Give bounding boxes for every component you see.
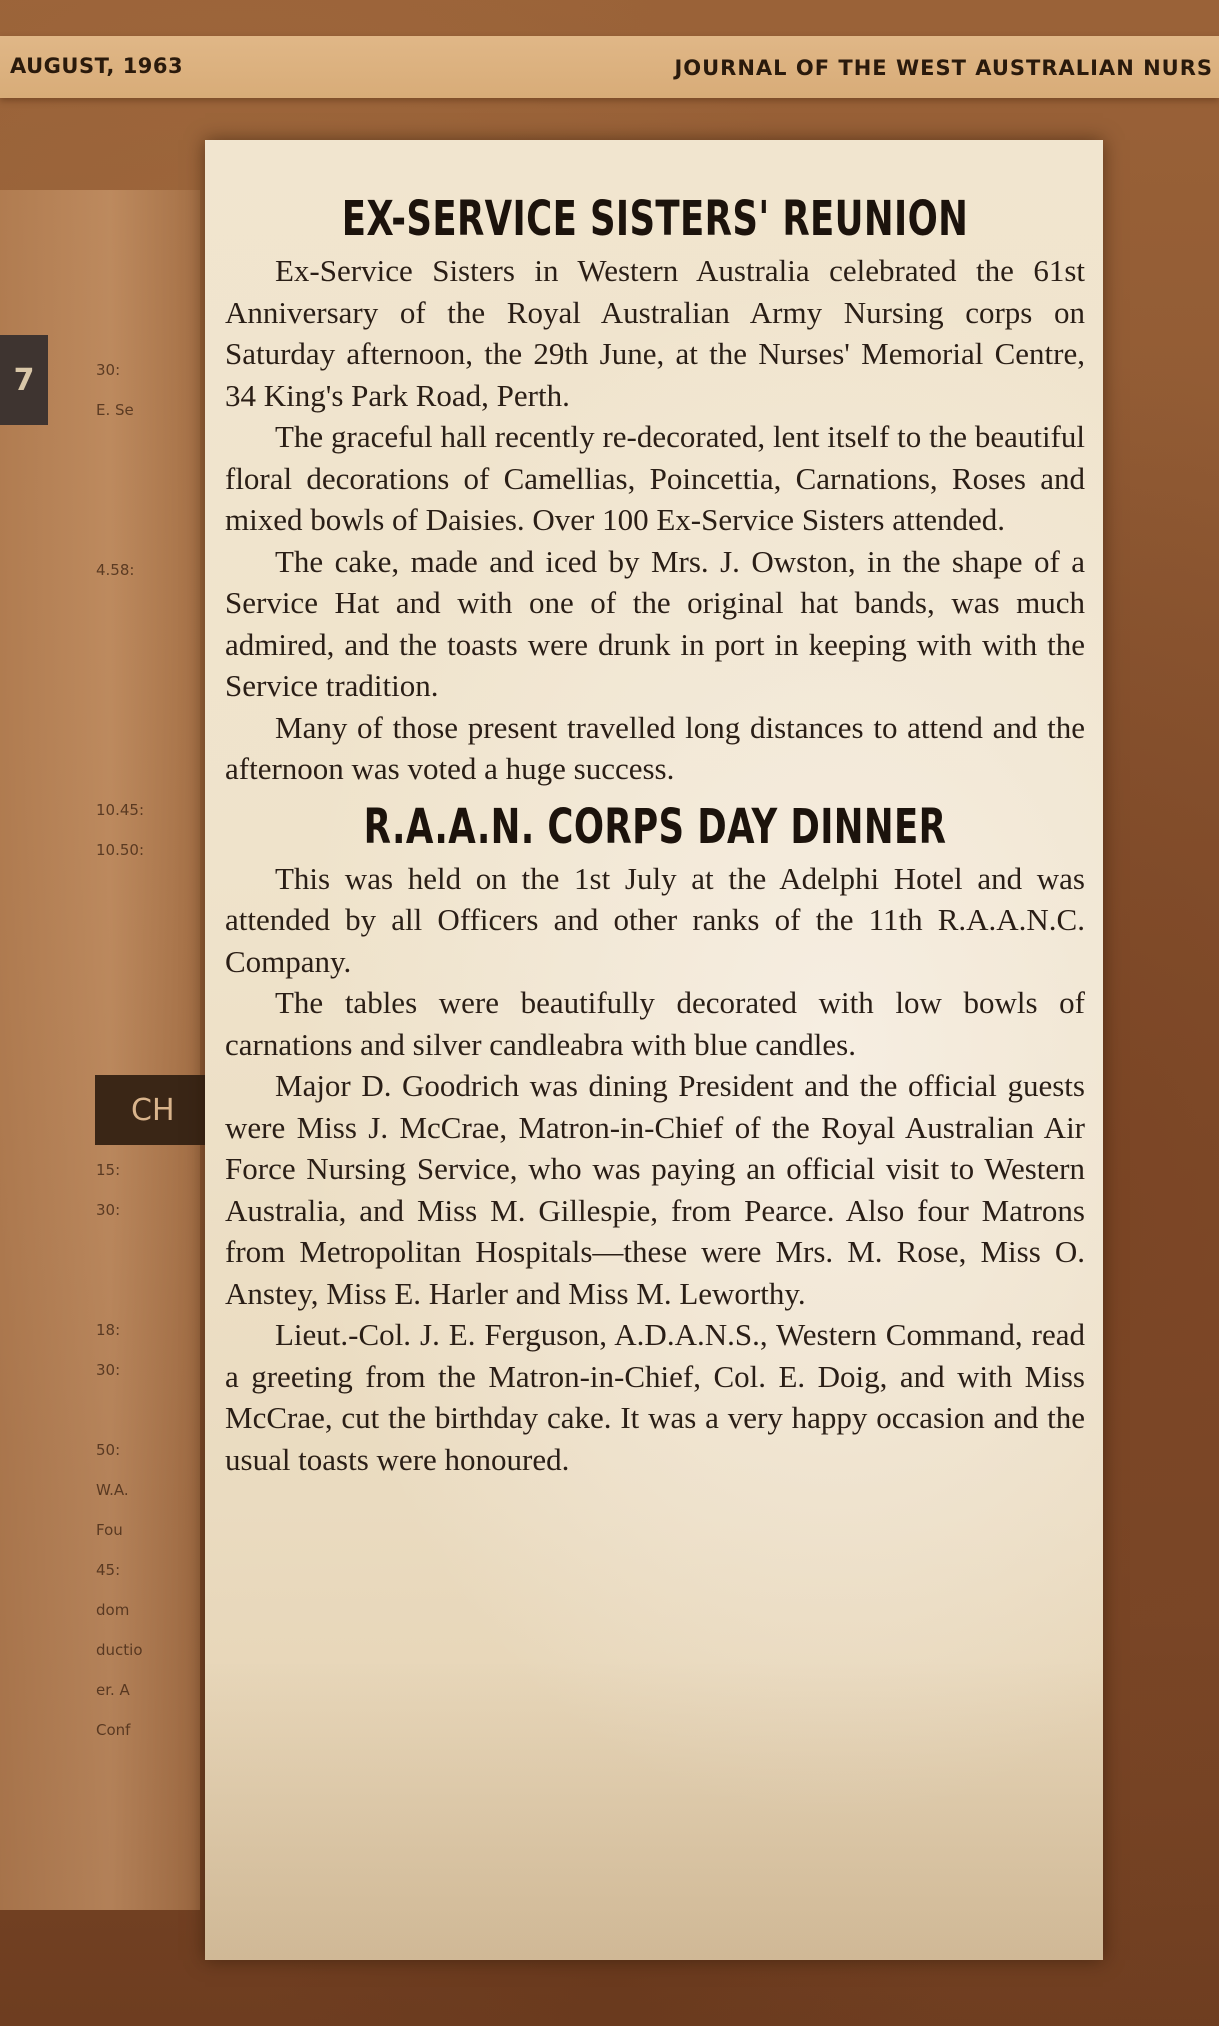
column-fragment: 4.58: [96,561,135,579]
article-headline: EX-SERVICE SISTERS' REUNION [341,191,969,247]
column-fragment: dom [96,1601,130,1619]
article-body [225,858,1085,1481]
column-fragment: Conf [96,1721,131,1739]
column-fragment [96,1030,206,1070]
column-fragment: 30: [96,1361,121,1379]
column-fragment [96,670,206,710]
column-fragment [96,430,206,470]
page-number-badge: 7 [0,335,48,425]
column-fragment [96,630,206,670]
column-fragment: Fou [96,1521,123,1539]
issue-date: AUGUST, 1963 [10,54,184,78]
column-fragment [96,870,206,910]
column-fragment [96,990,206,1030]
column-fragment: 10.50: [96,841,144,859]
column-fragment [96,310,206,350]
column-fragment: er. A [96,1681,130,1699]
column-fragment: 50: [96,1441,121,1459]
underlying-column-fragments [96,310,206,1750]
newspaper-clipping [205,140,1103,1960]
article-paragraph: Lieut.-Col. J. E. Ferguson, A.D.A.N.S., Western Command, read a greeting from the Matron-in-Chief, Col. E. Doig, and with Miss McCrae, cut the birthday cake. It was a very happy occasion and the usual toasts were honoured. [225,1317,1085,1477]
article-paragraph: The cake, made and iced by Mrs. J. Owston, in the shape of a Service Hat and with one of the original hat bands, was much admired, and the toasts were drunk in port in keeping with with the Service tradition. [225,543,1085,703]
column-fragment: W.A. [96,1481,129,1499]
article-paragraph: This was held on the 1st July at the Adelphi Hotel and was attended by all Officers and other ranks of the 11th R.A.A.N.C. Company. [225,860,1085,979]
column-fragment: 15: [96,1161,121,1179]
column-fragment [96,910,206,950]
column-fragment: 45: [96,1561,121,1579]
column-fragment [96,1230,206,1270]
column-fragment [96,1390,206,1430]
column-fragment [96,470,206,510]
column-fragment [96,510,206,550]
column-fragment: 30: [96,361,121,379]
article-paragraph: Many of those present travelled long distances to attend and the afternoon was voted a huge success. [225,709,1085,786]
journal-title: JOURNAL OF THE WEST AUSTRALIAN NURS [674,56,1213,80]
article-paragraph: The tables were beautifully decorated with low bowls of carnations and silver candleabra with blue candles. [225,985,1085,1062]
article-reunion [225,188,1085,790]
column-fragment [96,710,206,750]
journal-header [0,36,1219,98]
article-body [225,250,1085,790]
column-fragment [96,750,206,790]
article-paragraph: Major D. Goodrich was dining President and the official guests were Miss J. McCrae, Matron-in-Chief of the Royal Australian Air Force Nursing Service, who was paying an official visit to Western Australia, and Miss M. Gillespie, from Pearce. Also four Matrons from Metropolitan Hospitals—these were Mrs. M. Rose, Miss O. Anstey, Miss E. Harler and Miss M. Leworthy. [225,1068,1085,1311]
column-fragment: E. Se [96,401,134,419]
article-paragraph: The graceful hall recently re-decorated, lent itself to the beautiful floral decorations of Camellias, Poincettia, Carnations, Roses and mixed bowls of Daisies. Over 100 Ex-Service Sisters attended. [225,419,1085,537]
column-fragment [96,950,206,990]
article-corps-day-dinner [225,796,1085,1481]
column-fragment [96,1270,206,1310]
column-fragment [96,590,206,630]
column-fragment: ductio [96,1641,143,1659]
column-fragment: 30: [96,1201,121,1219]
article-headline: R.A.A.N. CORPS DAY DINNER [363,798,947,855]
channel-badge: CH [95,1075,205,1145]
article-paragraph: Ex-Service Sisters in Western Australia celebrated the 61st Anniversary of the Royal Australian Army Nursing corps on Saturday afternoon, the 29th June, at the Nurses' Memorial Centre, 34 King's Park Road, Perth. [225,253,1085,413]
column-fragment: 18: [96,1321,121,1339]
column-fragment: 10.45: [96,801,144,819]
